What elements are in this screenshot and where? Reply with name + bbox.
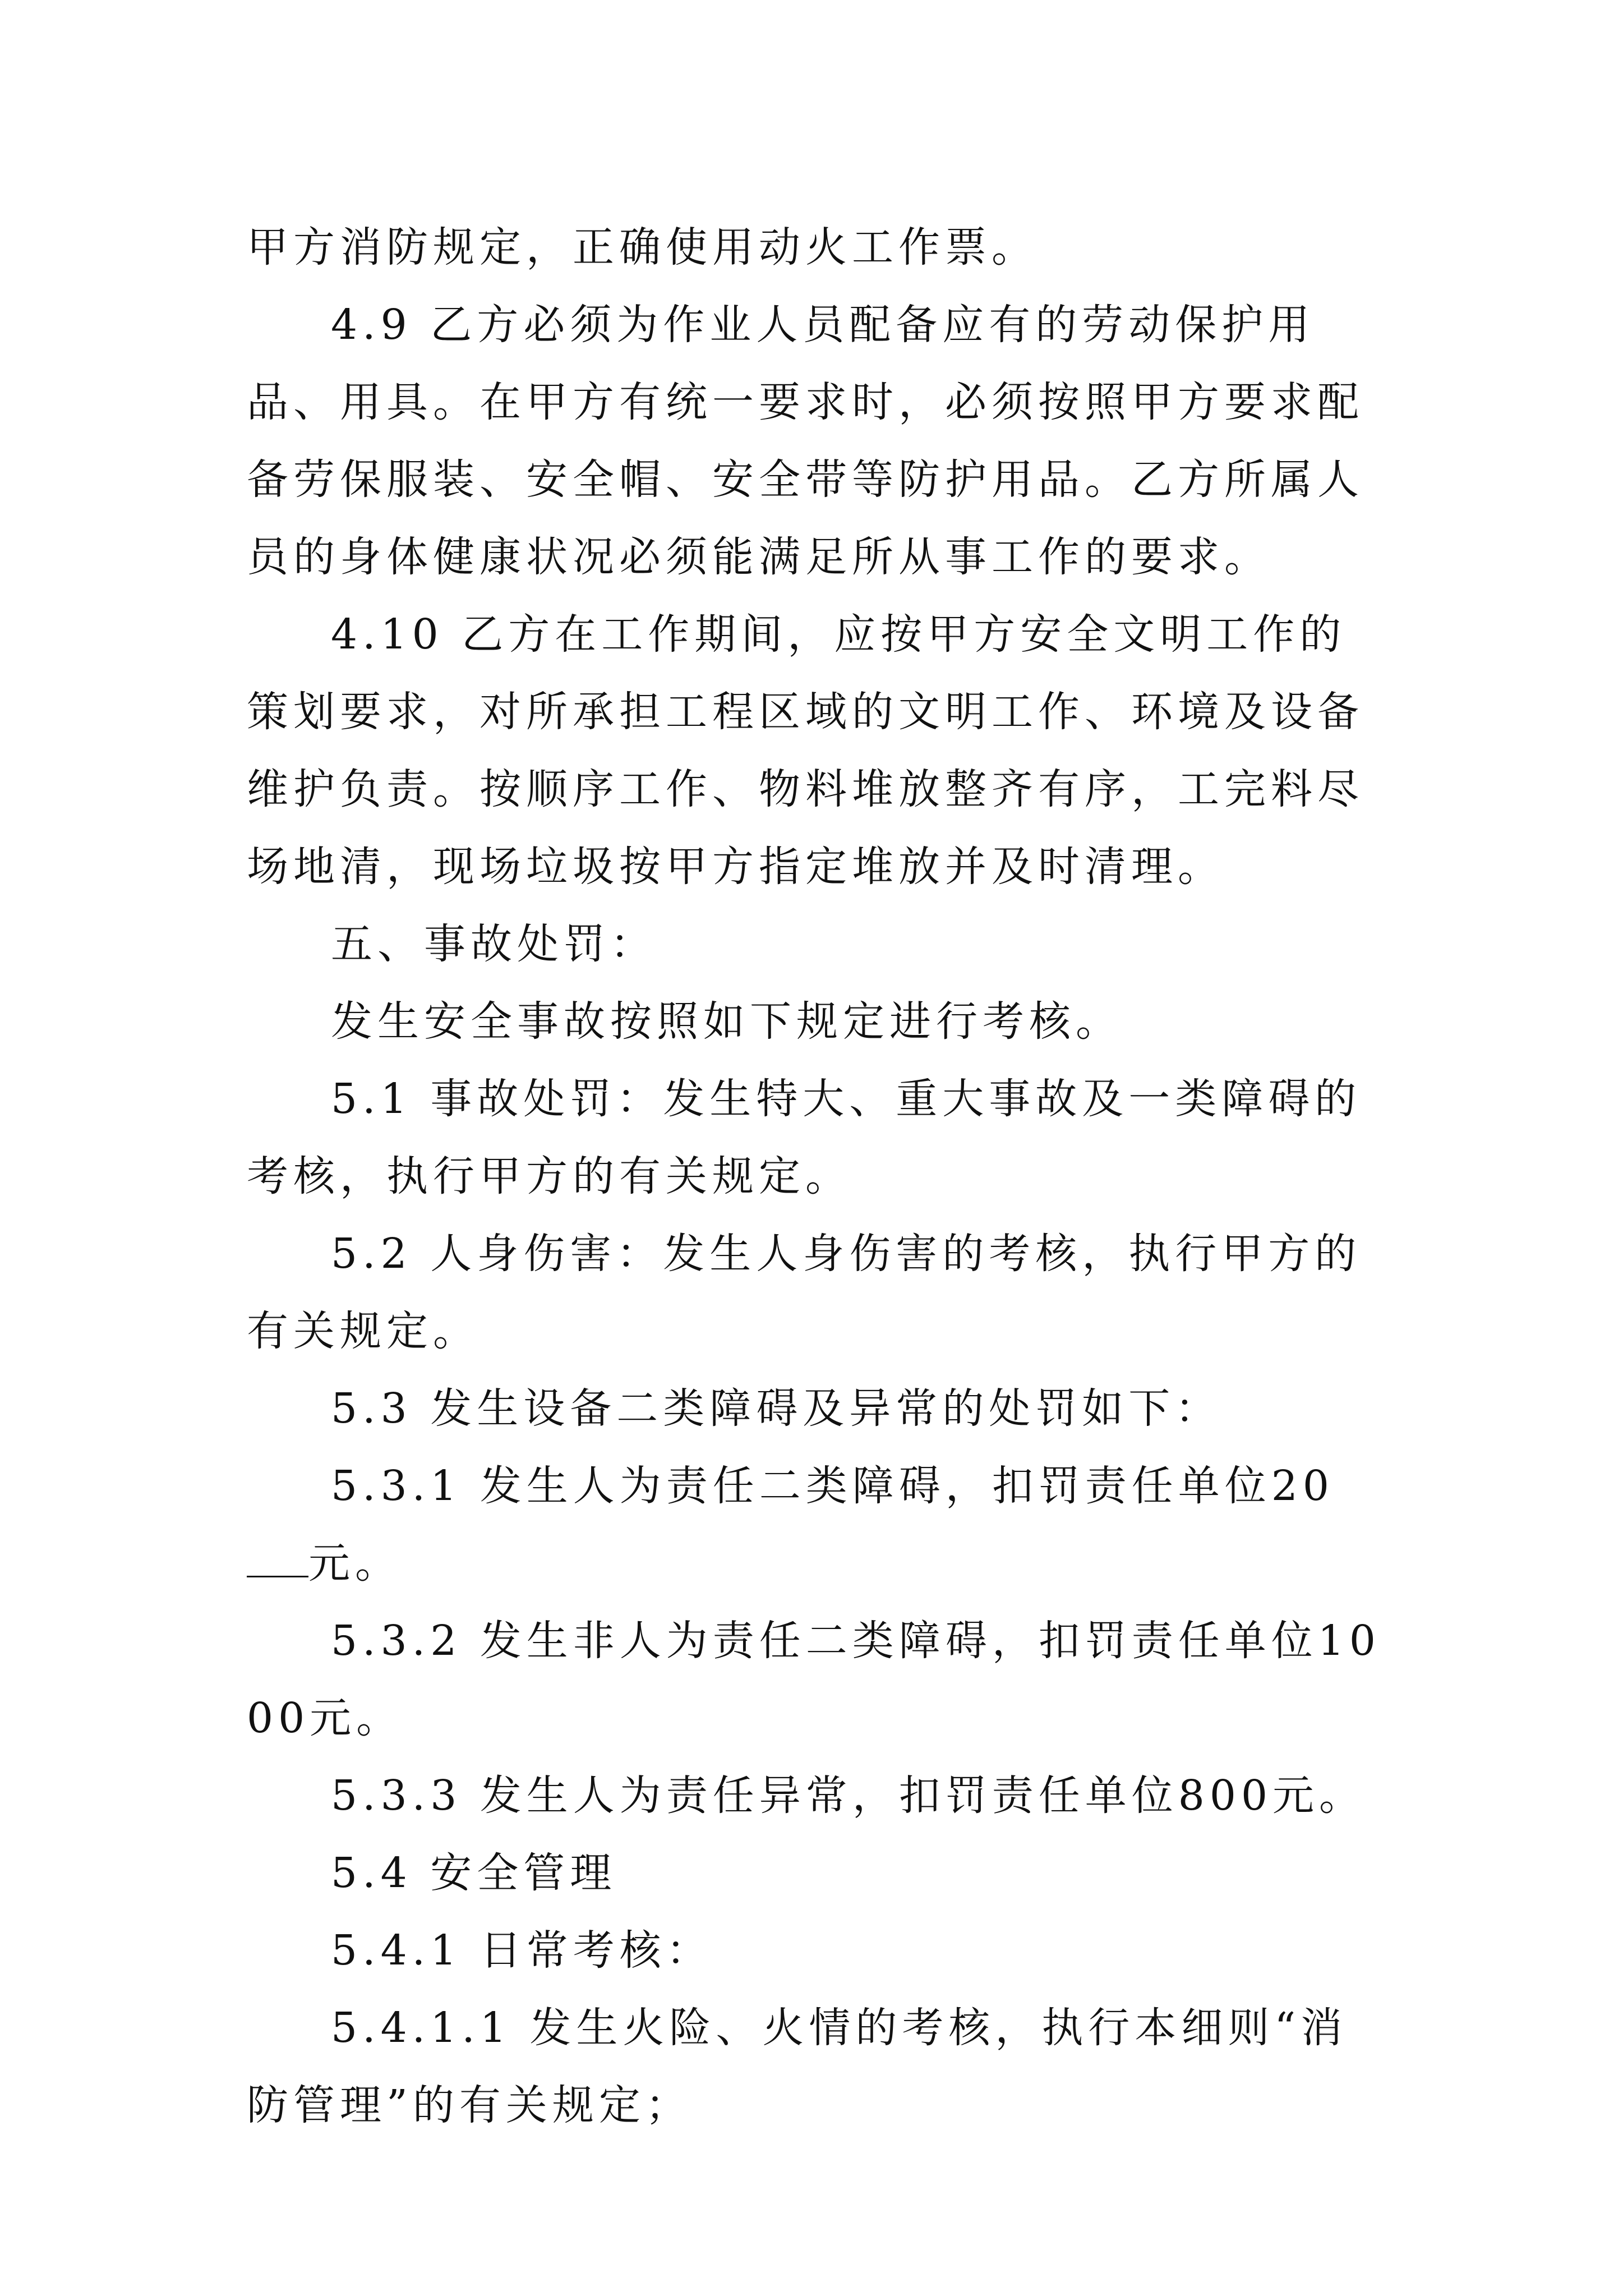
paragraph-5-4: 5.4 安全管理 [331,1849,617,1897]
paragraph-assessment-intro: 发生安全事故按照如下规定进行考核。 [331,997,1122,1046]
paragraph-5-4-1-1: 5.4.1.1 发生火险、火情的考核，执行本细则“消防管理”的有关规定； [247,2004,1348,2129]
paragraph-4-9: 4.9 乙方必须为作业人员配备应有的劳动保护用品、用具。在甲方有统一要求时，必须按照甲方要求配备劳保服装、安全帽、安全带等防护用品。乙方所属人员的身体健康状况必须能满足所从事工作的要求。 [247,301,1364,581]
document-body [247,209,1391,2144]
paragraph-5-4-1: 5.4.1 日常考核： [331,1926,713,1975]
paragraph-5-3-1 [247,1447,1391,1602]
paragraph-fire-regulation: 甲方消防规定，正确使用动火工作票。 [247,223,1038,272]
paragraph-5-3-3: 5.3.3 发生人为责任异常，扣罚责任单位800元。 [331,1772,1366,1820]
section-heading-accident-penalty: 五、事故处罚： [331,920,657,968]
paragraph-5-3-1-text-before: 5.3.1 发生人为责任二类障碍，扣罚责任单位20 [331,1462,1334,1510]
paragraph-4-10: 4.10 乙方在工作期间，应按甲方安全文明工作的策划要求，对所承担工程区域的文明工作、环境及设备维护负责。按顺序工作、物料堆放整齐有序，工完料尽场地清，现场垃圾按甲方指定堆放并及时清理。 [247,610,1364,891]
paragraph-5-1: 5.1 事故处罚：发生特大、重大事故及一类障碍的考核，执行甲方的有关规定。 [247,1075,1362,1200]
paragraph-5-3: 5.3 发生设备二类障碍及异常的处罚如下： [331,1384,1222,1433]
fill-in-blank-line [247,1542,308,1577]
paragraph-5-3-2: 5.3.2 发生非人为责任二类障碍，扣罚责任单位1000元。 [247,1617,1381,1742]
paragraph-5-2: 5.2 人身伤害：发生人身伤害的考核，执行甲方的有关规定。 [247,1230,1362,1355]
paragraph-5-3-1-text-after: 元。 [308,1539,402,1588]
